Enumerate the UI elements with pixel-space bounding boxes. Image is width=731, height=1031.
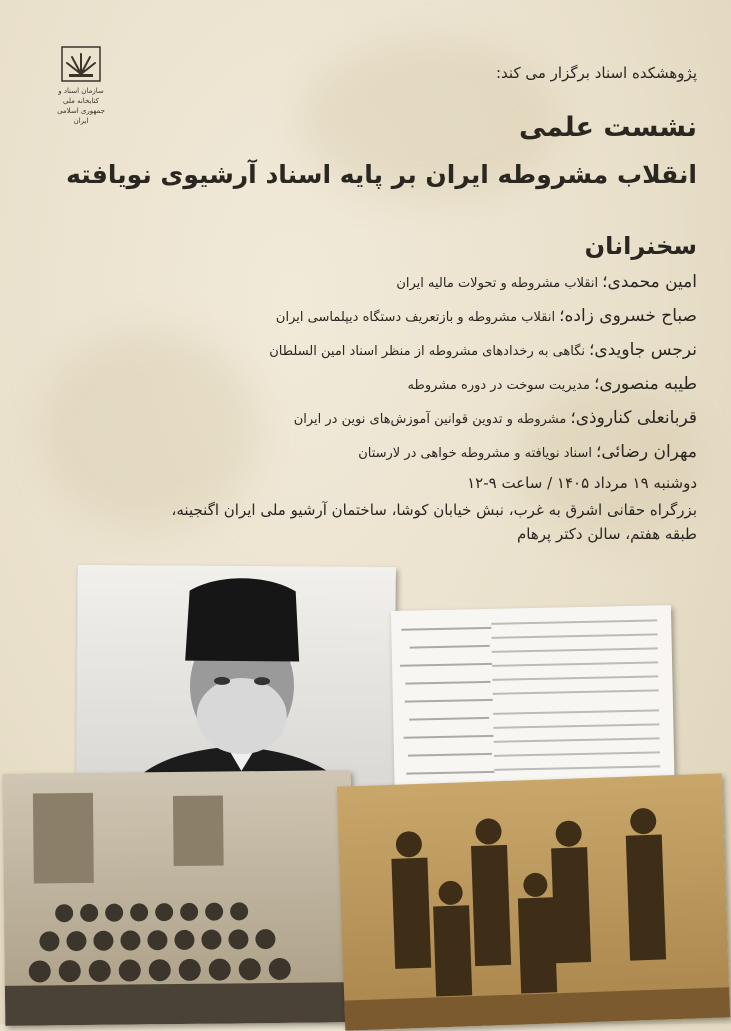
speaker-item [269,406,697,440]
speaker-item [269,270,697,304]
speaker-item [269,372,697,406]
logo-text-line1: سازمان اسناد و کتابخانه ملی [58,87,104,105]
speaker-item [269,304,697,338]
speakers-list [269,270,697,474]
event-type-heading: نشست علمی [519,112,697,143]
speaker-name: صباح خسروی زاده؛ [559,306,697,326]
speaker-name: مهران رضائی؛ [595,442,697,462]
address-line: طبقه هفتم، سالن دکتر پرهام [517,525,697,543]
institution-logo [50,46,112,126]
speaker-topic: مدیریت سوخت در دوره مشروطه [407,378,590,393]
institution-emblem-icon [61,46,101,82]
military-photo [337,773,730,1030]
organizer-text: پژوهشکده اسناد برگزار می کند: [496,64,697,82]
speakers-heading: سخنرانان [584,232,697,260]
speaker-topic: اسناد نویافته و مشروطه خواهی در لارستان [358,446,592,461]
speaker-topic: مشروطه و تدوین قوانین آموزش‌های نوین در ایران [293,412,567,427]
logo-text-line2: جمهوری اسلامی ایران [57,107,105,125]
speaker-topic: انقلاب مشروطه و بازتعریف دستگاه دیپلماسی ایران [275,310,556,325]
speaker-name: قربانعلی کناروذی؛ [570,408,697,428]
speaker-name: نرجس جاویدی؛ [589,340,697,360]
speaker-item [269,440,697,474]
speaker-topic: نگاهی به رخدادهای مشروطه از منظر اسناد امین السلطان [269,344,586,359]
speaker-name: امین محمدی؛ [602,272,697,292]
speaker-topic: انقلاب مشروطه و تحولات مالیه ایران [396,276,599,291]
speaker-item [269,338,697,372]
address-line: بزرگراه حقانی اشرق به غرب، نبش خیابان کوشا، ساختمان آرشیو ملی ایران اگنجینه، [171,501,697,519]
group-photo [3,770,354,1026]
event-address [37,498,697,546]
event-date-time: دوشنبه ۱۹ مرداد ۱۴۰۵ / ساعت ۹-۱۲ [467,474,697,492]
event-title: انقلاب مشروطه ایران بر پایه اسناد آرشیوی نویافته [66,160,697,189]
speaker-name: طیبه منصوری؛ [594,374,697,394]
